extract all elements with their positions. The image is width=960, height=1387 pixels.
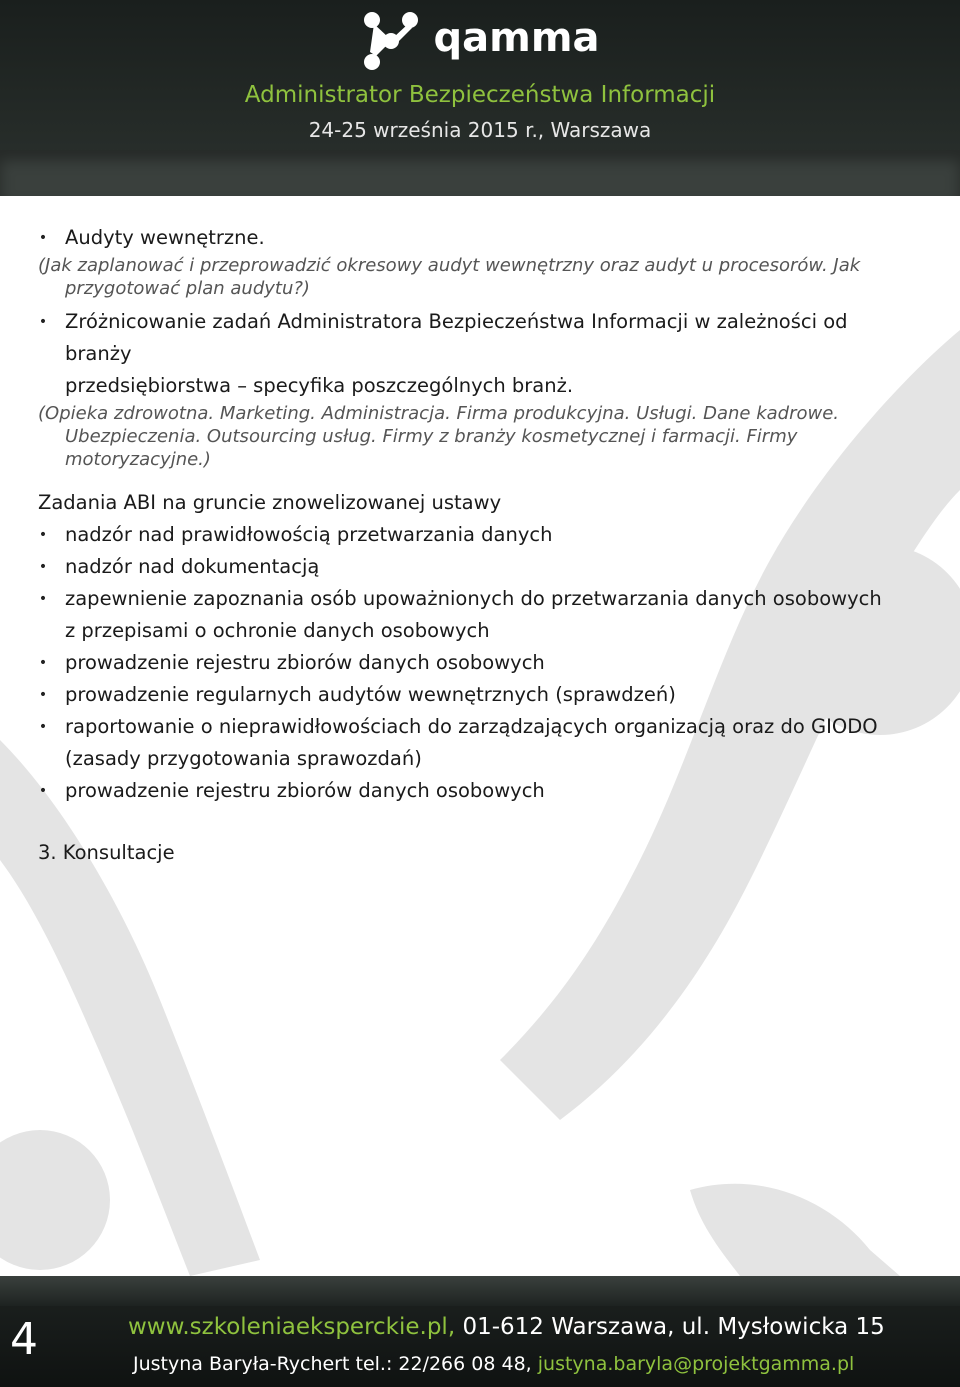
note-line: (Jak zaplanować i przeprowadzić okresowy audyt wewnętrzny oraz audyt u procesorów. Jak: [38, 255, 861, 276]
footer-address-line: [128, 1314, 885, 1340]
footer-contact-line: [133, 1353, 854, 1375]
gamma-logo-icon: [360, 10, 422, 72]
list-item: [38, 775, 918, 807]
bullet-icon: •: [38, 783, 48, 799]
bullet-icon: •: [38, 527, 48, 543]
note-line: przygotować plan audytu?): [65, 278, 310, 299]
header: [0, 0, 960, 196]
list-item: [38, 583, 918, 647]
note-line: motoryzacyjne.): [65, 449, 211, 470]
bullet-icon: •: [38, 591, 48, 607]
contact-name: Justyna Baryła-Rychert: [133, 1353, 350, 1375]
list-item-text: prowadzenie rejestru zbiorów danych osobowych: [65, 779, 545, 802]
logo: [0, 10, 960, 74]
list-item-text: przedsiębiorstwa – specyfika poszczególnych branż.: [65, 374, 574, 397]
address-text: 01-612 Warszawa, ul. Mysłowicka 15: [455, 1314, 885, 1340]
list-item-text: (zasady przygotowania sprawozdań): [65, 747, 422, 770]
footer: [0, 1276, 960, 1387]
header-bar: [0, 150, 960, 196]
footer-bar: [0, 1276, 960, 1306]
logo-text: qamma: [433, 15, 600, 61]
phone-text: tel.: 22/266 08 48,: [349, 1353, 538, 1375]
list-item-text: prowadzenie rejestru zbiorów danych osobowych: [65, 651, 545, 674]
list-item: [38, 711, 918, 775]
item-note: [38, 402, 918, 471]
bullet-icon: •: [38, 314, 48, 330]
bullet-icon: •: [38, 230, 48, 246]
email-link[interactable]: justyna.baryla@projektgamma.pl: [537, 1353, 855, 1375]
section-title: Zadania ABI na gruncie znowelizowanej ustawy: [38, 491, 502, 514]
list-item: [38, 306, 918, 402]
list-item: [38, 679, 918, 711]
bullet-icon: •: [38, 719, 48, 735]
website-link[interactable]: www.szkoleniaeksperckie.pl,: [128, 1314, 456, 1340]
list-item-text: raportowanie o nieprawidłowościach do zarządzających organizacją oraz do GIODO: [65, 715, 878, 738]
list-item: [38, 222, 918, 254]
list-item-text: z przepisami o ochronie danych osobowych: [65, 619, 490, 642]
item-note: [38, 254, 918, 300]
list-item-text: zapewnienie zapoznania osób upoważnionych do przetwarzania danych osobowych: [65, 587, 882, 610]
course-date: 24-25 września 2015 r., Warszawa: [308, 118, 652, 142]
list-item: [38, 519, 918, 551]
list-item: [38, 551, 918, 583]
note-line: (Opieka zdrowotna. Marketing. Administracja. Firma produkcyjna. Usługi. Dane kadrowe.: [38, 403, 840, 424]
list-item-text: Zróżnicowanie zadań Administratora Bezpieczeństwa Informacji w zależności od branży: [65, 310, 848, 365]
course-title: Administrator Bezpieczeństwa Informacji: [244, 82, 716, 108]
list-item-text: prowadzenie regularnych audytów wewnętrznych (sprawdzeń): [65, 683, 676, 706]
bullet-icon: •: [38, 655, 48, 671]
list-item: [38, 647, 918, 679]
main-content: [38, 222, 918, 869]
list-item-text: nadzór nad dokumentacją: [65, 555, 320, 578]
list-item-text: Audyty wewnętrzne.: [65, 226, 265, 249]
note-line: Ubezpieczenia. Outsourcing usług. Firmy z branży kosmetycznej i farmacji. Firmy: [65, 426, 798, 447]
bullet-icon: •: [38, 559, 48, 575]
page-number: 4: [10, 1314, 38, 1365]
bullet-icon: •: [38, 687, 48, 703]
list-item-text: nadzór nad prawidłowością przetwarzania danych: [65, 523, 553, 546]
section-title: 3. Konsultacje: [38, 841, 175, 864]
